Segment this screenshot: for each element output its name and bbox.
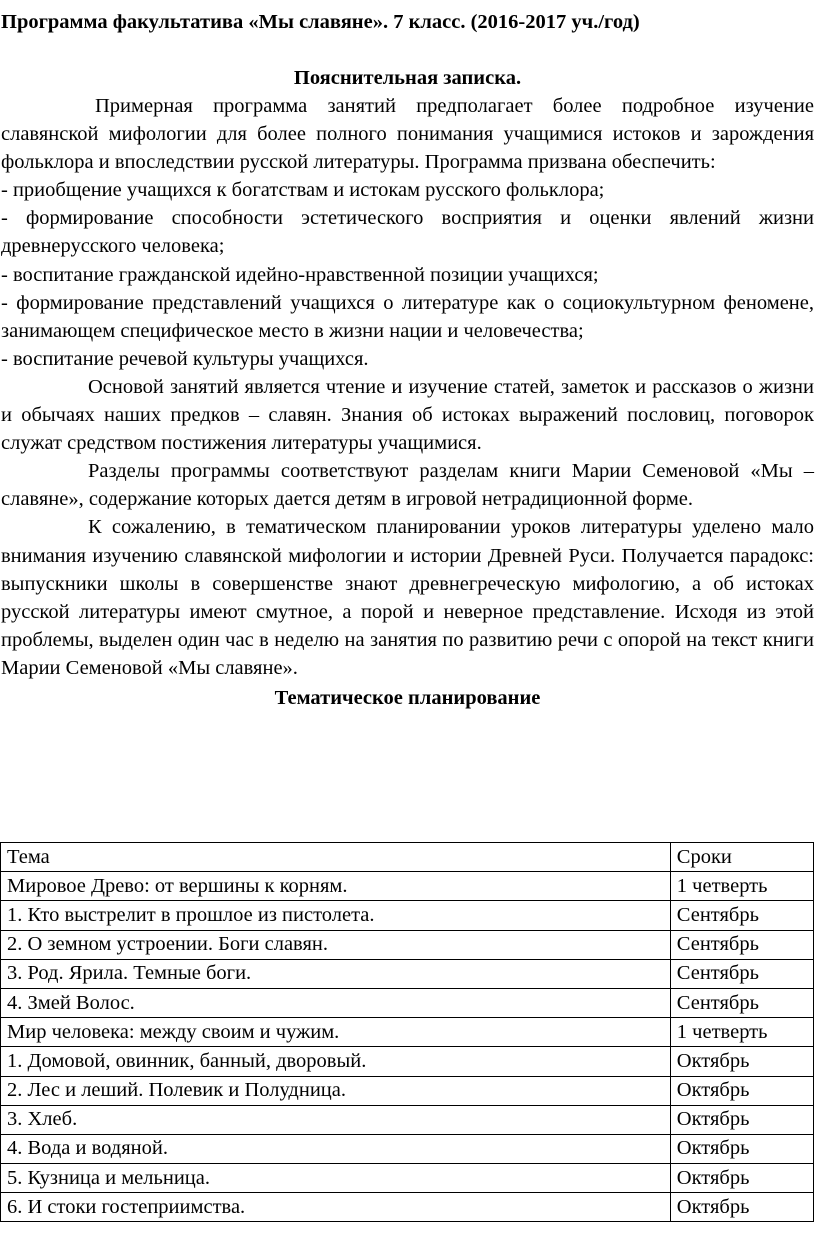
explanatory-note-heading: Пояснительная записка. — [293, 67, 522, 89]
goal-item: - формирование способности эстетического восприятия и оценки явлений жизни древнерусского человека; — [1, 207, 814, 258]
table-row — [1, 1134, 814, 1163]
body-paragraph: Основой занятий является чтение и изучение статей, заметок и рассказов о жизни и обычаях наших предков – славян. Знания об истоках выражений пословиц, поговорок служат средством постижения литературы учащимися. — [1, 375, 814, 455]
goal-item: - воспитание гражданской идейно-нравственной позиции учащихся; — [1, 263, 599, 286]
table-row — [1, 930, 814, 959]
row-topic: Мировое Древо: от вершины к корням. — [1, 872, 671, 901]
row-topic: 1. Кто выстрелит в прошлое из пистолета. — [1, 901, 671, 930]
row-topic: 4. Змей Волос. — [1, 988, 671, 1017]
goal-item: - приобщение учащихся к богатствам и истокам русского фольклора; — [1, 179, 605, 202]
table-row — [1, 988, 814, 1017]
body-paragraph: К сожалению, в тематическом планировании уроков литературы уделено мало внимания изучению славянской мифологии и истории Древней Руси. Получается парадокс: выпускники школы в совершенстве знают древнегреческую мифологию, а об истоках русской литературы имеют смутное, а порой и неверное представление. Исходя из этой проблемы, выделен один час в неделю на занятия по развитию речи с опорой на текст книги Марии Семеновой «Мы славяне». — [1, 516, 814, 679]
row-term: Октябрь — [670, 1193, 813, 1222]
row-topic: 4. Вода и водяной. — [1, 1134, 671, 1163]
table-row — [1, 1076, 814, 1105]
row-term: Октябрь — [670, 1134, 813, 1163]
body-paragraph: Разделы программы соответствуют разделам книги Марии Семеновой «Мы – славяне», содержание которых дается детям в игровой нетрадиционной форме. — [1, 460, 814, 511]
row-topic: 3. Хлеб. — [1, 1105, 671, 1134]
row-topic: 2. Лес и леший. Полевик и Полудница. — [1, 1076, 671, 1105]
row-term: Сентябрь — [670, 901, 813, 930]
document-title: Программа факультатива «Мы славяне». 7 класс. (2016-2017 уч./год) — [1, 11, 640, 33]
row-term: 1 четверть — [670, 872, 813, 901]
goal-item: - воспитание речевой культуры учащихся. — [1, 347, 369, 370]
row-term: Октябрь — [670, 1047, 813, 1076]
explanatory-note-body — [1, 92, 814, 682]
row-term: Октябрь — [670, 1105, 813, 1134]
header-term: Сроки — [670, 843, 813, 872]
intro-paragraph: Примерная программа занятий предполагает более подробное изучение славянской мифологии для более полного понимания учащимися истоков и зарождения фольклора и впоследствии русской литературы. Программа призвана обеспечить: — [1, 95, 814, 174]
goal-item: - формирование представлений учащихся о литературе как о социокультурном феномене, занимающем специфическое место в жизни нации и человечества; — [1, 291, 814, 342]
table-row — [1, 1018, 814, 1047]
table-row — [1, 1164, 814, 1193]
row-topic: 2. О земном устроении. Боги славян. — [1, 930, 671, 959]
table-row — [1, 872, 814, 901]
row-topic: 1. Домовой, овинник, банный, дворовый. — [1, 1047, 671, 1076]
planning-table — [0, 842, 814, 1222]
table-row — [1, 901, 814, 930]
row-term: Сентябрь — [670, 988, 813, 1017]
table-row — [1, 1047, 814, 1076]
row-topic: 3. Род. Ярила. Темные боги. — [1, 959, 671, 988]
row-term: Октябрь — [670, 1164, 813, 1193]
row-topic: 5. Кузница и мельница. — [1, 1164, 671, 1193]
planning-heading: Тематическое планирование — [274, 686, 541, 709]
row-topic: Мир человека: между своим и чужим. — [1, 1018, 671, 1047]
header-topic: Тема — [1, 843, 671, 872]
row-term: 1 четверть — [670, 1018, 813, 1047]
row-term: Сентябрь — [670, 930, 813, 959]
row-topic: 6. И стоки гостеприимства. — [1, 1193, 671, 1222]
row-term: Сентябрь — [670, 959, 813, 988]
row-term: Октябрь — [670, 1076, 813, 1105]
table-header-row — [1, 843, 814, 872]
table-row — [1, 1193, 814, 1222]
table-row — [1, 959, 814, 988]
table-row — [1, 1105, 814, 1134]
